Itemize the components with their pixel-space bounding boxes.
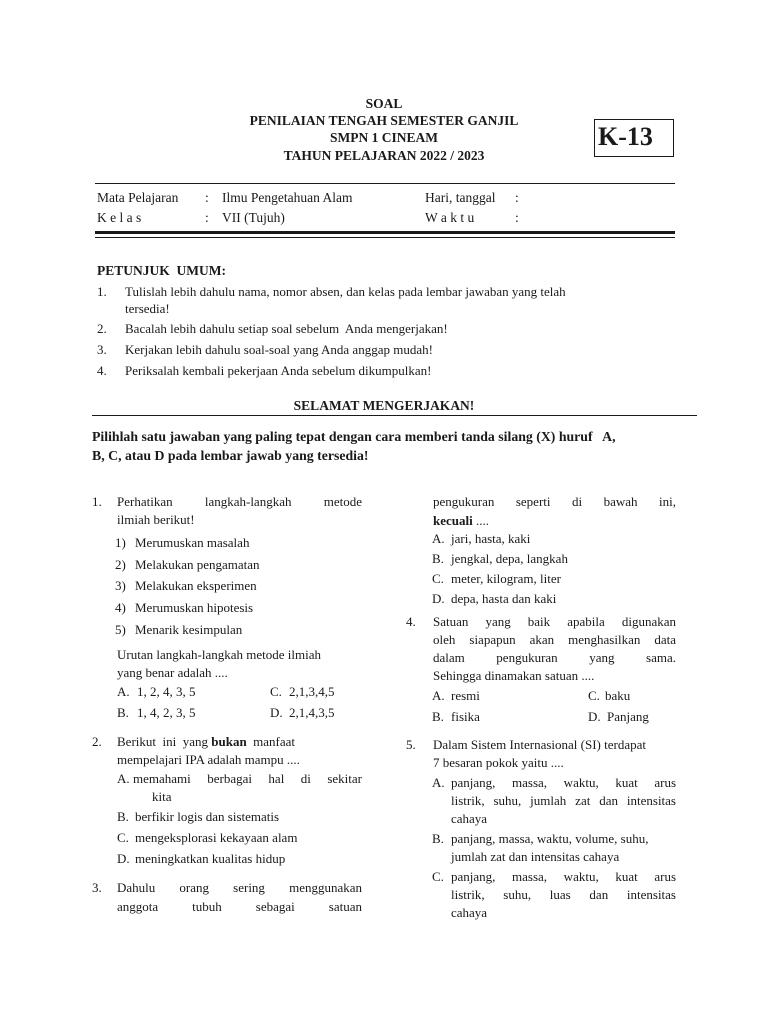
question-prompt: Urutan langkah-langkah metode ilmiah bbox=[117, 647, 321, 662]
question-text: Satuan yang baik apabila digunakan bbox=[433, 614, 676, 629]
option-letter: B. bbox=[117, 809, 129, 824]
question-text-cont: anggota tubuh sebagai satuan bbox=[117, 899, 362, 914]
step-number: 5) bbox=[115, 622, 126, 637]
instruction-text: Tulislah lebih dahulu nama, nomor absen, dan kelas pada lembar jawaban yang telah bbox=[125, 284, 566, 299]
option-letter: D. bbox=[270, 705, 283, 720]
question-text-cont: pengukuran seperti di bawah ini, bbox=[433, 494, 676, 509]
option-text-cont: cahaya bbox=[451, 905, 488, 920]
time-label: W a k t u bbox=[425, 210, 475, 225]
header-year: TAHUN PELAJARAN 2022 / 2023 bbox=[283, 148, 485, 163]
step-text: Melakukan pengamatan bbox=[135, 557, 260, 572]
instruction-num: 1. bbox=[97, 284, 107, 299]
option-text: baku bbox=[605, 688, 631, 703]
option-text: panjang, massa, waktu, kuat arus bbox=[451, 869, 676, 884]
question-text-cont bbox=[433, 513, 489, 529]
question-number: 5. bbox=[406, 737, 416, 752]
option-letter: A. bbox=[432, 775, 445, 790]
option-letter: D. bbox=[432, 591, 445, 606]
time-colon: : bbox=[515, 210, 519, 225]
header-title-exam: PENILAIAN TENGAH SEMESTER GANJIL bbox=[249, 113, 519, 128]
class-colon: : bbox=[205, 210, 209, 225]
option-letter: D. bbox=[117, 851, 130, 866]
divider-thick bbox=[95, 231, 675, 234]
question-text-pre: Berikut ini yang bbox=[117, 734, 212, 749]
step-number: 2) bbox=[115, 557, 126, 572]
question-text-cont: oleh siapapun akan menghasilkan data bbox=[433, 632, 676, 647]
question-number: 4. bbox=[406, 614, 416, 629]
subject-colon: : bbox=[205, 190, 209, 205]
option-text: 2,1,3,4,5 bbox=[289, 684, 335, 699]
option-text: mengeksplorasi kekayaan alam bbox=[135, 830, 298, 845]
divider-thin bbox=[95, 237, 675, 238]
option-text: panjang, massa, waktu, volume, suhu, bbox=[451, 831, 649, 846]
option-text: depa, hasta dan kaki bbox=[451, 591, 557, 606]
step-number: 3) bbox=[115, 578, 126, 593]
question-text-cont: 7 besaran pokok yaitu .... bbox=[433, 755, 564, 770]
step-text: Merumuskan masalah bbox=[135, 535, 250, 550]
question-number: 1. bbox=[92, 494, 102, 509]
option-text-cont: kita bbox=[152, 789, 172, 804]
step-text: Menarik kesimpulan bbox=[135, 622, 243, 637]
option-letter: C. bbox=[588, 688, 600, 703]
option-letter: A. bbox=[117, 684, 130, 699]
option-text: fisika bbox=[451, 709, 480, 724]
divider-top bbox=[95, 183, 675, 184]
greeting: SELAMAT MENGERJAKAN! bbox=[293, 398, 475, 413]
instruction-num: 4. bbox=[97, 363, 107, 378]
option-text-cont: cahaya bbox=[451, 811, 488, 826]
option-text-cont: listrik, suhu, luas dan intensitas bbox=[451, 887, 676, 902]
directive-line-2: B, C, atau D pada lembar jawab yang tersedia! bbox=[92, 448, 369, 463]
option-letter: D. bbox=[588, 709, 601, 724]
option-letter: B. bbox=[432, 831, 444, 846]
instruction-text-cont: tersedia! bbox=[125, 301, 170, 316]
greeting-underline bbox=[92, 415, 697, 416]
question-prompt-cont: yang benar adalah .... bbox=[117, 665, 228, 680]
instruction-num: 2. bbox=[97, 321, 107, 336]
option-text-cont: listrik, suhu, jumlah zat dan intensitas bbox=[451, 793, 676, 808]
question-text-post: manfaat bbox=[246, 734, 296, 749]
option-text: Panjang bbox=[607, 709, 649, 724]
class-value: VII (Tujuh) bbox=[222, 210, 285, 225]
class-label: K e l a s bbox=[97, 210, 142, 225]
option-letter: A. bbox=[117, 771, 130, 786]
option-letter: A. bbox=[432, 688, 445, 703]
question-text-cont: dalam pengukuran yang sama. bbox=[433, 650, 676, 665]
subject-label: Mata Pelajaran bbox=[97, 190, 179, 205]
option-text-cont: jumlah zat dan intensitas cahaya bbox=[451, 849, 620, 864]
question-text-cont: mempelajari IPA adalah mampu .... bbox=[117, 752, 300, 767]
curriculum-code-box: K-13 bbox=[594, 119, 674, 157]
option-letter: B. bbox=[432, 551, 444, 566]
question-text-cont: Sehingga dinamakan satuan .... bbox=[433, 668, 595, 683]
instructions-title: PETUNJUK UMUM: bbox=[97, 263, 226, 278]
step-number: 1) bbox=[115, 535, 126, 550]
option-text: 1, 2, 4, 3, 5 bbox=[137, 684, 196, 699]
option-text: meningkatkan kualitas hidup bbox=[135, 851, 286, 866]
option-text: 2,1,4,3,5 bbox=[289, 705, 335, 720]
option-text: memahami berbagai hal di sekitar bbox=[133, 771, 362, 786]
step-number: 4) bbox=[115, 600, 126, 615]
question-text: Dahulu orang sering menggunakan bbox=[117, 880, 362, 895]
question-text: Dalam Sistem Internasional (SI) terdapat bbox=[433, 737, 646, 752]
question-text bbox=[117, 734, 362, 750]
option-text: resmi bbox=[451, 688, 480, 703]
option-letter: C. bbox=[432, 869, 444, 884]
header-school: SMPN 1 CINEAM bbox=[330, 130, 438, 145]
step-text: Melakukan eksperimen bbox=[135, 578, 257, 593]
option-letter: C. bbox=[270, 684, 282, 699]
subject-value: Ilmu Pengetahuan Alam bbox=[222, 190, 353, 205]
header-title-soal: SOAL bbox=[365, 96, 403, 111]
date-label: Hari, tanggal bbox=[425, 190, 496, 205]
question-text-ellipsis: .... bbox=[472, 513, 489, 528]
option-text: berfikir logis dan sistematis bbox=[135, 809, 280, 824]
option-text: 1, 4, 2, 3, 5 bbox=[137, 705, 196, 720]
instruction-text: Kerjakan lebih dahulu soal-soal yang Anda anggap mudah! bbox=[125, 342, 433, 357]
date-colon: : bbox=[515, 190, 519, 205]
instruction-text: Bacalah lebih dahulu setiap soal sebelum Anda mengerjakan! bbox=[125, 321, 448, 336]
question-number: 3. bbox=[92, 880, 102, 895]
option-text: meter, kilogram, liter bbox=[451, 571, 561, 586]
option-letter: B. bbox=[432, 709, 444, 724]
option-letter: A. bbox=[432, 531, 445, 546]
option-text: panjang, massa, waktu, kuat arus bbox=[451, 775, 676, 790]
question-text: Perhatikan langkah-langkah metode bbox=[117, 494, 362, 509]
instruction-text: Periksalah kembali pekerjaan Anda sebelum dikumpulkan! bbox=[125, 363, 432, 378]
option-letter: C. bbox=[432, 571, 444, 586]
option-letter: B. bbox=[117, 705, 129, 720]
question-number: 2. bbox=[92, 734, 102, 749]
question-text-cont: ilmiah berikut! bbox=[117, 512, 195, 527]
step-text: Merumuskan hipotesis bbox=[135, 600, 254, 615]
option-text: jari, hasta, kaki bbox=[451, 531, 531, 546]
directive-line-1: Pilihlah satu jawaban yang paling tepat dengan cara memberi tanda silang (X) huruf A, bbox=[92, 429, 616, 444]
option-text: jengkal, depa, langkah bbox=[451, 551, 568, 566]
option-letter: C. bbox=[117, 830, 129, 845]
question-keyword-kecuali: kecuali bbox=[433, 513, 473, 528]
instruction-num: 3. bbox=[97, 342, 107, 357]
question-keyword-bukan: bukan bbox=[211, 734, 247, 749]
